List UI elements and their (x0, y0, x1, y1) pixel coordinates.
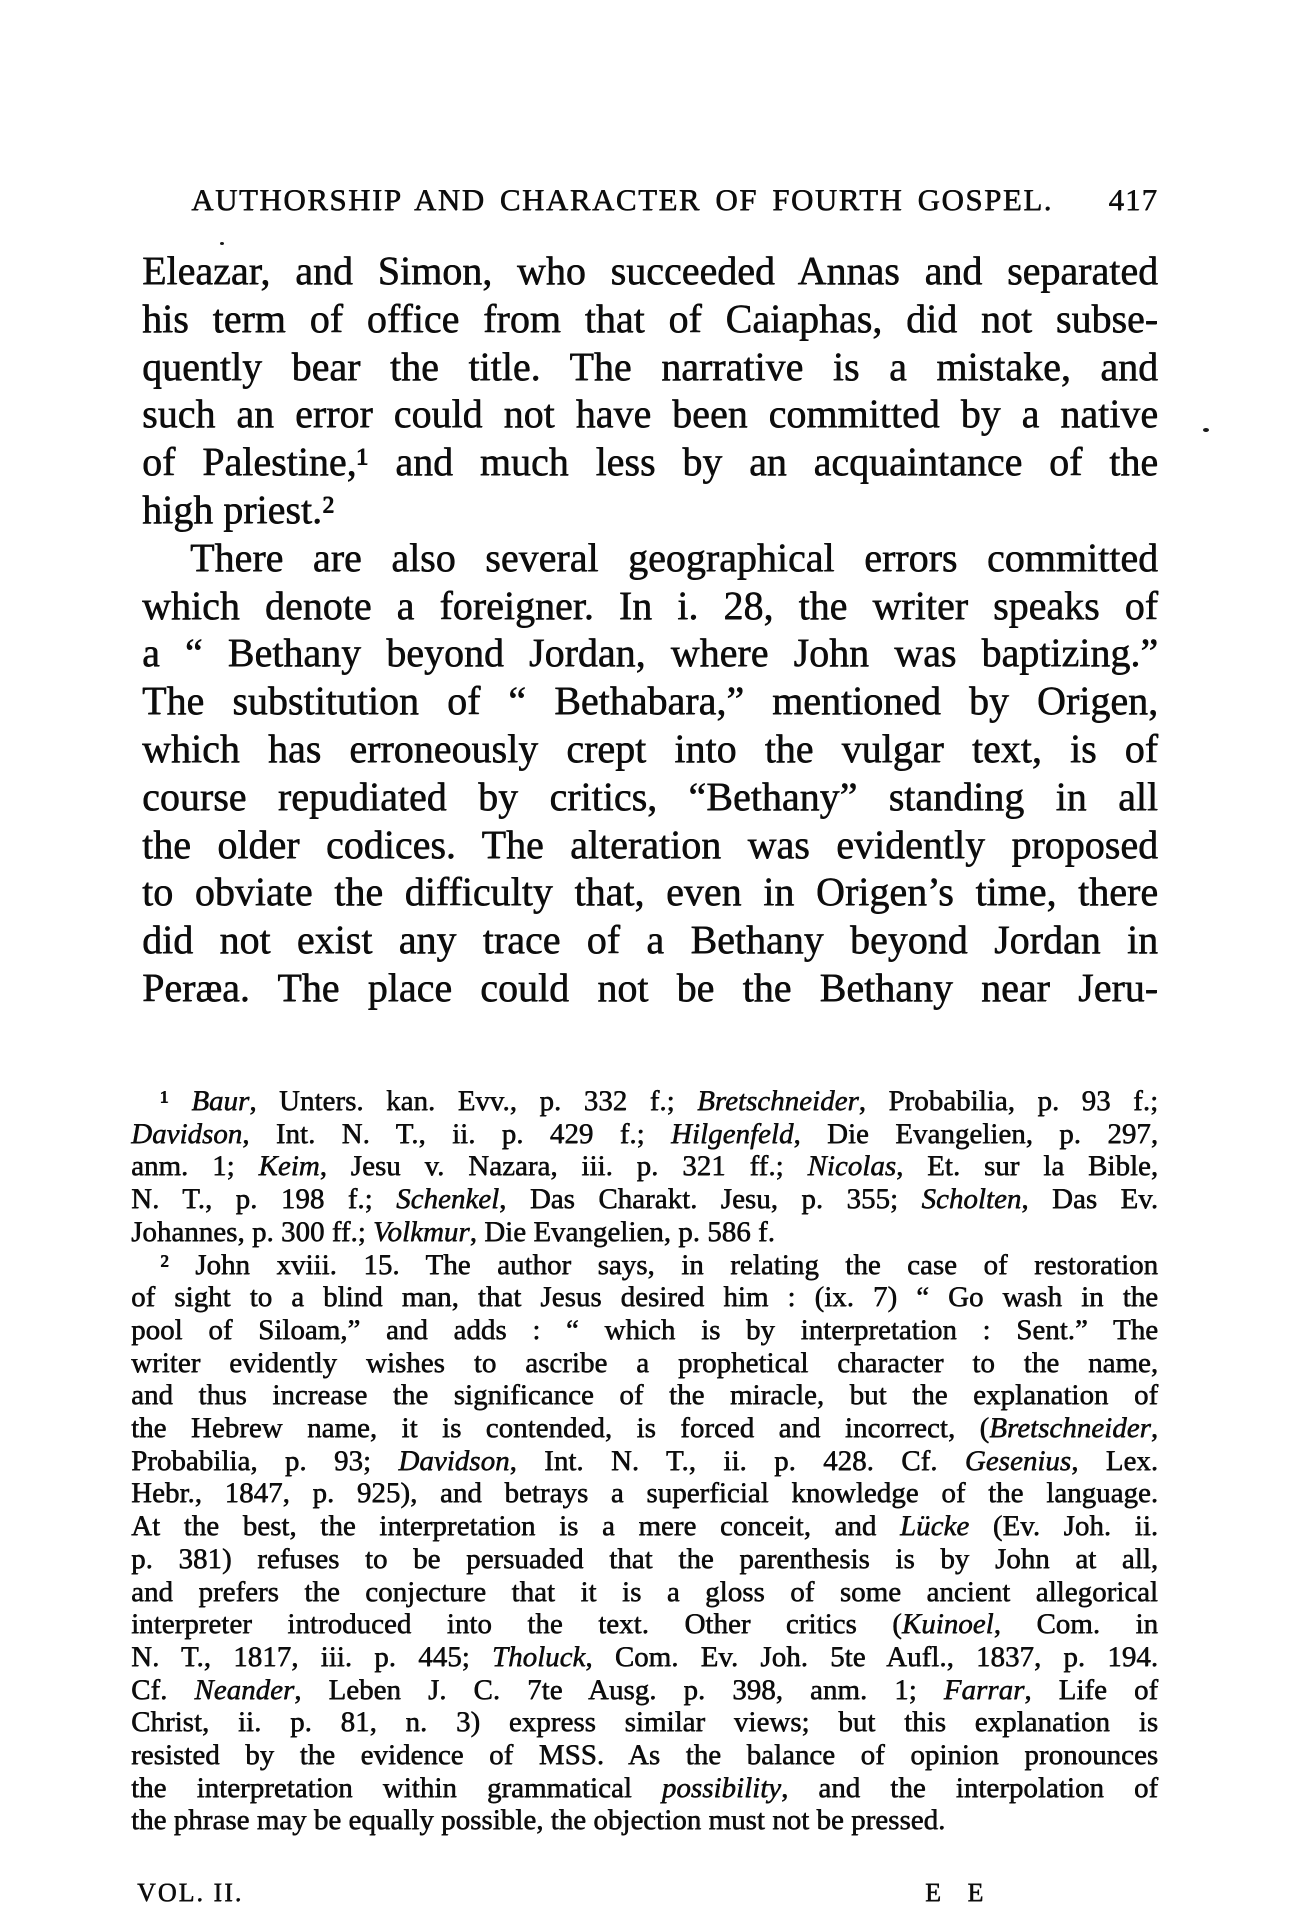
footnote-line: N. T., p. 198 f.; Schenkel, Das Charakt. Jesu, p. 355; Scholten, Das Ev. (131, 1183, 1158, 1216)
footnote-line: N. T., 1817, iii. p. 445; Tholuck, Com. Ev. Joh. 5te Aufl., 1837, p. 194. (131, 1640, 1158, 1673)
body-line: of Palestine,¹ and much less by an acquaintance of the (142, 439, 1158, 485)
body-line: such an error could not have been committed by a native (142, 391, 1158, 437)
body-line: to obviate the difficulty that, even in Origen’s time, there (142, 869, 1158, 915)
running-head (142, 182, 1158, 222)
footnote-line: ¹ Baur, Unters. kan. Evv., p. 332 f.; Bretschneider, Probabilia, p. 93 f.; (160, 1085, 1158, 1117)
footnote-line: At the best, the interpretation is a mere conceit, and Lücke (Ev. Joh. ii. (131, 1510, 1159, 1543)
body-line: quently bear the title. The narrative is a mistake, and (142, 343, 1158, 389)
body-line: There are also several geographical errors committed (190, 534, 1158, 580)
body-line: his term of office from that of Caiaphas, did not subse- (142, 295, 1158, 341)
body-line: high priest.² (142, 486, 334, 532)
footnote-line: interpreter introduced into the text. Other critics (Kuinoel, Com. in (131, 1608, 1158, 1641)
scan-artifact-dot (1203, 428, 1209, 432)
footnote-line: anm. 1; Keim, Jesu v. Nazara, iii. p. 321 ff.; Nicolas, Et. sur la Bible, (131, 1150, 1158, 1183)
body-line: did not exist any trace of a Bethany beyond Jordan in (142, 917, 1158, 963)
body-line: The substitution of “ Bethabara,” mentioned by Origen, (142, 678, 1158, 724)
footnote-line: the Hebrew name, it is contended, is forced and incorrect, (Bretschneider, (131, 1412, 1158, 1445)
body-line: Eleazar, and Simon, who succeeded Annas and separated (142, 248, 1158, 293)
footnote-line: of sight to a blind man, that Jesus desired him : (ix. 7) “ Go wash in the (131, 1281, 1158, 1314)
footnotes (131, 1085, 1158, 1837)
body-line: a “ Bethany beyond Jordan, where John was baptizing.” (142, 630, 1158, 676)
footnote-line: the phrase may be equally possible, the objection must not be pressed. (131, 1804, 946, 1837)
running-head-title: AUTHORSHIP AND CHARACTER OF FOURTH GOSPEL. (191, 182, 1053, 217)
footnote-line: and thus increase the significance of the miracle, but the explanation of (131, 1379, 1158, 1412)
footnote-line: Johannes, p. 300 ff.; Volkmur, Die Evangelien, p. 586 f. (131, 1215, 775, 1248)
footnote-line: pool of Siloam,” and adds : “ which is by interpretation : Sent.” The (131, 1313, 1158, 1346)
footnote-line: writer evidently wishes to ascribe a prophetical character to the name, (131, 1346, 1158, 1379)
footnote-line: resisted by the evidence of MSS. As the balance of opinion pronounces (131, 1739, 1158, 1772)
footnote-line: Hebr., 1847, p. 925), and betrays a superficial knowledge of the language. (131, 1477, 1158, 1510)
body-line: Peræa. The place could not be the Bethany near Jeru- (142, 964, 1158, 1010)
body-line: which denote a foreigner. In i. 28, the writer speaks of (142, 582, 1158, 628)
footnote-line: Davidson, Int. N. T., ii. p. 429 f.; Hilgenfeld, Die Evangelien, p. 297, (131, 1117, 1158, 1150)
volume-label: VOL. II. (137, 1878, 244, 1907)
body-line: the older codices. The alteration was evidently proposed (142, 821, 1158, 867)
printer-signature: E E (925, 1878, 994, 1907)
footnote-line: and prefers the conjecture that it is a gloss of some ancient allegorical (131, 1575, 1158, 1608)
footnote-line: the interpretation within grammatical possibility, and the interpolation of (131, 1771, 1158, 1804)
footnote-line: Probabilia, p. 93; Davidson, Int. N. T., ii. p. 428. Cf. Gesenius, Lex. (131, 1444, 1158, 1477)
footnote-line: Christ, ii. p. 81, n. 3) express similar views; but this explanation is (131, 1706, 1158, 1739)
footnote-line: ² John xviii. 15. The author says, in relating the case of restoration (160, 1248, 1158, 1281)
scan-artifact-dot (220, 242, 224, 245)
page-number: 417 (1108, 182, 1158, 217)
main-text (142, 247, 1158, 1012)
footnote-line: p. 381) refuses to be persuaded that the parenthesis is by John at all, (131, 1542, 1158, 1575)
page-footer (131, 1878, 1158, 1918)
body-line: which has erroneously crept into the vulgar text, is of (142, 725, 1158, 771)
body-line: course repudiated by critics, “Bethany” standing in all (142, 773, 1158, 819)
footnote-line: Cf. Neander, Leben J. C. 7te Ausg. p. 398, anm. 1; Farrar, Life of (131, 1673, 1158, 1706)
